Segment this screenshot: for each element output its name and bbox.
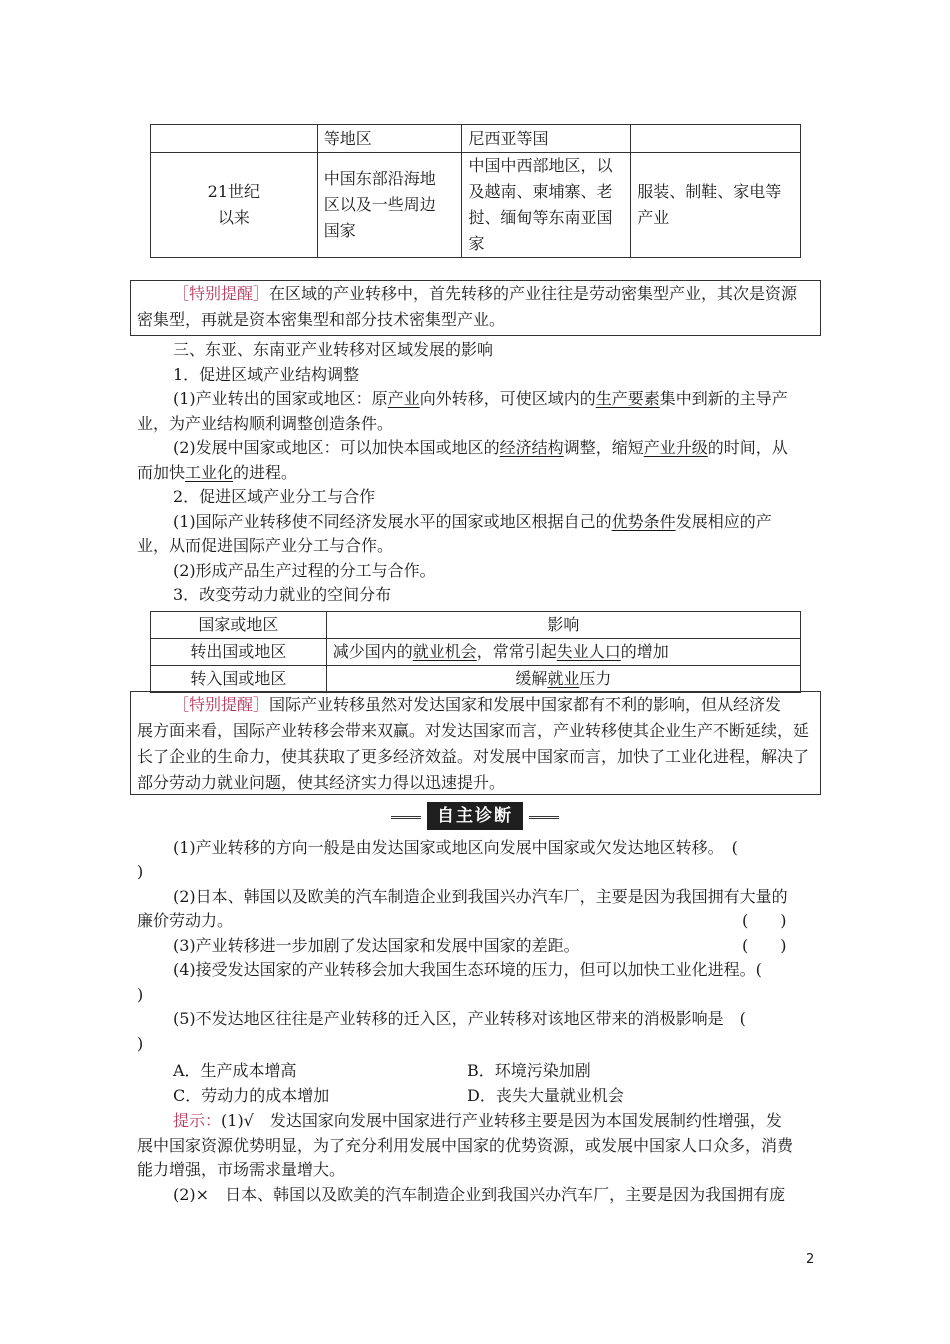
s1-paragraph-2-cont: 而加快工业化的进程。	[137, 463, 298, 482]
table1-r2-industries: 服装、制鞋、家电等 产业	[631, 153, 801, 258]
hint-1-cont-2: 能力增强，市场需求量增大。	[137, 1160, 346, 1179]
industry-transfer-table	[150, 124, 801, 258]
hint-2: (2)× 日本、韩国以及欧美的汽车制造企业到我国兴办汽车厂，主要是因为我国拥有庞	[173, 1185, 786, 1204]
section-heading: 三、东亚、东南亚产业转移对区域发展的影响	[173, 340, 494, 359]
s2-paragraph-2: (2)形成产品生产过程的分工与合作。	[173, 561, 436, 580]
question-4-end: )	[137, 985, 144, 1004]
s2-paragraph-1-cont: 业，从而促进国际产业分工与合作。	[137, 536, 394, 555]
subsection-1-title: 1．促进区域产业结构调整	[173, 365, 360, 384]
page-number: 2	[806, 1252, 815, 1267]
employment-impact-table	[150, 611, 801, 693]
special-reminder-tag: ［特别提醒］	[173, 284, 270, 303]
s1-paragraph-1: (1)产业转出的国家或地区：原产业向外转移，可使区域内的生产要素集中到新的主导产	[173, 389, 788, 408]
question-3-answer-blank: ( )	[742, 936, 787, 955]
table1-r1-c1	[151, 125, 318, 153]
table1-r2-destination: 中国中西部地区，以 及越南、柬埔寨、老 挝、缅甸等东南亚国 家	[462, 153, 631, 258]
question-2: (2)日本、韩国以及欧美的汽车制造企业到我国兴办汽车厂，主要是因为我国拥有大量的	[173, 887, 788, 906]
question-3: (3)产业转移进一步加剧了发达国家和发展中国家的差距。	[173, 936, 580, 955]
table2-row2-region: 转入国或地区	[151, 666, 327, 693]
s1-paragraph-2: (2)发展中国家或地区：可以加快本国或地区的经济结构调整，缩短产业升级的时间，从	[173, 438, 788, 457]
subsection-3-title: 3．改变劳动力就业的空间分布	[173, 585, 392, 604]
s2-paragraph-1: (1)国际产业转移使不同经济发展水平的国家或地区根据自己的优势条件发展相应的产	[173, 512, 772, 531]
hint-1-cont: 展中国家资源优势明显，为了充分利用发展中国家的优势资源，或发展中国家人口众多，消费	[137, 1136, 794, 1155]
table2-header-region: 国家或地区	[151, 612, 327, 639]
table2-header-impact: 影响	[326, 612, 800, 639]
question-1-end: )	[137, 862, 144, 881]
question-2-cont: 廉价劳动力。	[137, 911, 234, 930]
table2-row2-impact: 缓解就业压力	[326, 666, 800, 693]
special-reminder-tag: ［特别提醒］	[173, 695, 270, 714]
question-5: (5)不发达地区往往是产业转移的迁入区，产业转移对该地区带来的消极影响是 (	[173, 1009, 746, 1028]
table1-r1-c3: 尼西亚等国	[462, 125, 631, 153]
self-diagnosis-header	[0, 802, 950, 832]
option-c: C．劳动力的成本增加	[173, 1086, 330, 1105]
option-d: D．丧失大量就业机会	[467, 1086, 624, 1105]
question-4: (4)接受发达国家的产业转移会加大我国生态环境的压力，但可以加快工业化进程。(	[173, 960, 762, 979]
table1-r2-source: 中国东部沿海地 区以及一些周边 国家	[317, 153, 462, 258]
hint-1: 提示：(1)√ 发达国家向发展中国家进行产业转移主要是因为本国发展制约性增强，发	[173, 1111, 782, 1130]
question-2-answer-blank: ( )	[742, 911, 787, 930]
hint-label: 提示：	[173, 1111, 222, 1130]
special-reminder-box-1: ［特别提醒］在区域的产业转移中，首先转移的产业往往是劳动密集型产业，其次是资源 密集型，再就是资本密集型和部分技术密集型产业。	[130, 280, 821, 336]
table1-r1-c4	[631, 125, 801, 153]
table2-row1-region: 转出国或地区	[151, 639, 327, 666]
question-1: (1)产业转移的方向一般是由发达国家或地区向发展中国家或欠发达地区转移。 (	[173, 838, 738, 857]
table1-r1-c2: 等地区	[317, 125, 462, 153]
self-diagnosis-title: 自主诊断	[427, 802, 523, 830]
subsection-2-title: 2．促进区域产业分工与合作	[173, 487, 376, 506]
special-reminder-box-2: ［特别提醒］国际产业转移虽然对发达国家和发展中国家都有不利的影响，但从经济发 展方面来看，国际产业转移会带来双赢。对发达国家而言，产业转移使其企业生产不断延续，延 长了企业的生命力，使其获取了更多经济效益。对发展中国家而言，加快了工业化进程，解决了 部分劳动力就业问题，使其经济实力得以迅速提升。	[130, 691, 821, 795]
option-a: A．生产成本增高	[173, 1061, 297, 1080]
s1-paragraph-1-cont: 业，为产业结构顺利调整创造条件。	[137, 414, 394, 433]
option-b: B．环境污染加剧	[467, 1061, 591, 1080]
table1-r2-period: 21世纪 以来	[151, 153, 318, 258]
question-5-end: )	[137, 1034, 144, 1053]
table2-row1-impact: 减少国内的就业机会，常常引起失业人口的增加	[326, 639, 800, 666]
